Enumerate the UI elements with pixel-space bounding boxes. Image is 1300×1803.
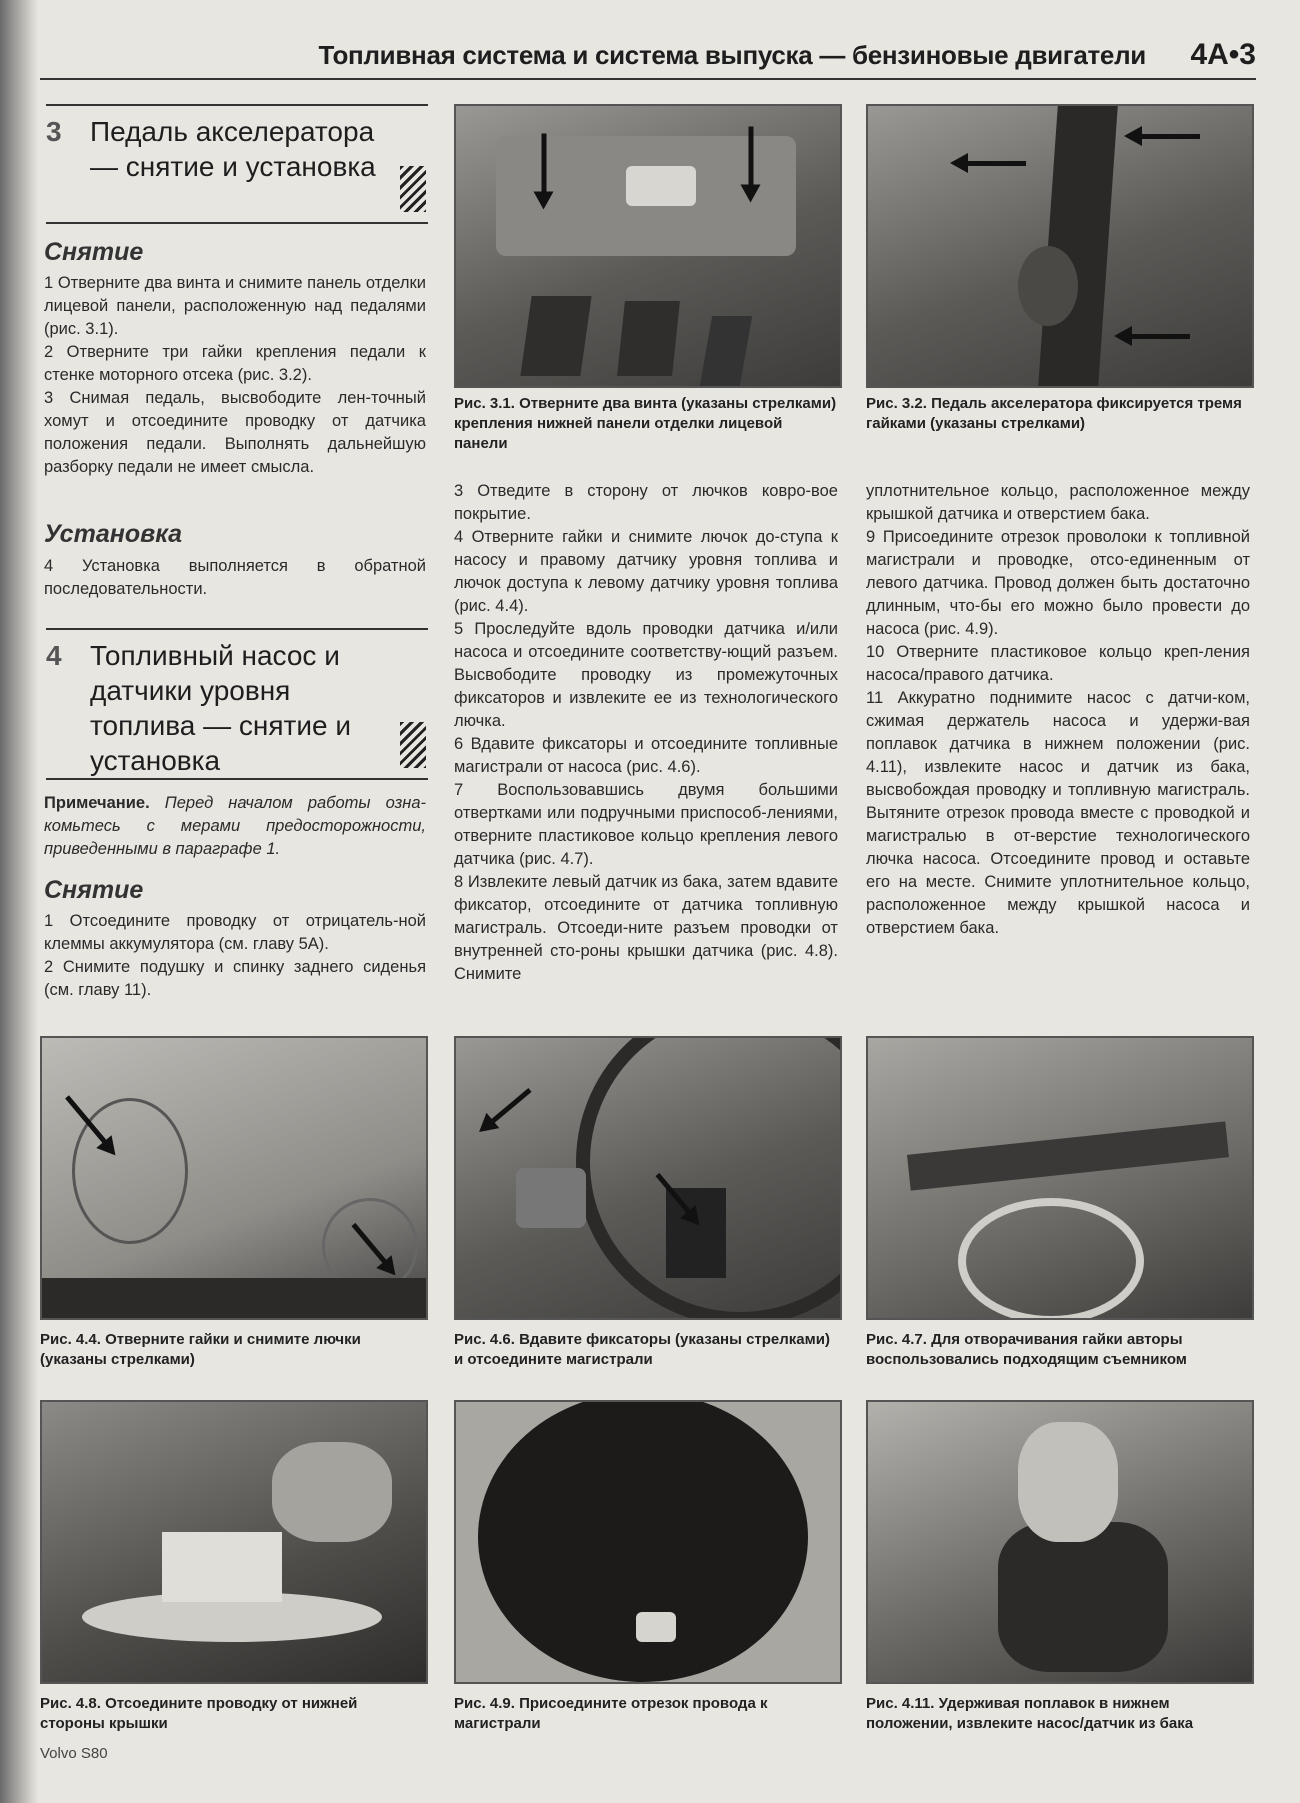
removal-tool bbox=[907, 1121, 1229, 1190]
paragraph: 7 Воспользовавшись двумя большими отвертками или подручными приспособ-лениями, отверните пластиковое кольцо крепления левого датчика (рис. 4.7). bbox=[454, 781, 838, 868]
page-footer: Volvo S80 bbox=[40, 1745, 108, 1762]
fuel-line-clip bbox=[666, 1188, 726, 1278]
spanner-difficulty-icon bbox=[400, 166, 426, 212]
arrow-icon bbox=[542, 134, 547, 204]
caption-fig-4-6: Рис. 4.6. Вдавите фиксаторы (указаны стрелками) и отсоедините магистрали bbox=[454, 1331, 830, 1368]
fuel-pump bbox=[998, 1522, 1168, 1672]
section-title: Топливный насос и датчики уровня топлива — снятие и установка bbox=[90, 640, 351, 776]
photo-fig-4-6 bbox=[454, 1036, 842, 1320]
divider bbox=[46, 222, 428, 224]
paragraph: 4 Установка выполняется в обратной последовательности. bbox=[44, 557, 426, 598]
note-text: Перед началом работы озна-комьтесь с мерами предосторожности, приведенными в параграфе 1. bbox=[44, 794, 426, 858]
caption-fig-3-2: Рис. 3.2. Педаль акселератора фиксируется тремя гайками (указаны стрелками) bbox=[866, 395, 1242, 432]
paragraph: 4 Отверните гайки и снимите лючок до-ступа к насосу и правому датчику уровня топлива и лючок доступа к левому датчику уровня топлива (рис. 4.4). bbox=[454, 528, 838, 615]
photo-fig-4-8 bbox=[40, 1400, 428, 1684]
carpet bbox=[42, 1278, 426, 1318]
caption-fig-4-9: Рис. 4.9. Присоедините отрезок провода к магистрали bbox=[454, 1695, 768, 1732]
caption-fig-4-8: Рис. 4.8. Отсоедините проводку от нижней стороны крышки bbox=[40, 1695, 358, 1732]
paragraph: 8 Извлеките левый датчик из бака, затем вдавите фиксатор, отсоедините от датчика топливную магистраль. Отсоеди-ните разъем проводки от внутренней сто-роны крышки датчика (рис. 4.8). Снимите bbox=[454, 873, 838, 983]
pedal bbox=[520, 296, 591, 376]
caption-fig-4-4: Рис. 4.4. Отверните гайки и снимите лючки (указаны стрелками) bbox=[40, 1331, 361, 1368]
plastic-ring bbox=[958, 1198, 1144, 1320]
hand bbox=[272, 1442, 392, 1542]
connector bbox=[162, 1532, 282, 1602]
connector bbox=[516, 1168, 586, 1228]
column-2-text bbox=[454, 480, 838, 986]
photo-fig-4-7 bbox=[866, 1036, 1254, 1320]
caption-fig-3-1: Рис. 3.1. Отверните два винта (указаны стрелками) крепления нижней панели отделки лицевой панели bbox=[454, 395, 837, 452]
paragraph: 1 Отсоедините проводку от отрицатель-ной клеммы аккумулятора (см. главу 5А). bbox=[44, 912, 426, 953]
section-title: Педаль акселератора — снятие и установка bbox=[90, 116, 376, 182]
wire-connector bbox=[636, 1612, 676, 1642]
subheading-removal: Снятие bbox=[44, 238, 144, 266]
note-label: Примечание. bbox=[44, 794, 150, 812]
paragraph: 3 Снимая педаль, высвободите лен-точный хомут и отсоедините проводку от датчика положения педали. Выполнять дальнейшую разборку педали не имеет смысла. bbox=[44, 389, 426, 476]
page-header bbox=[40, 38, 1256, 80]
subheading-removal: Снятие bbox=[44, 876, 144, 904]
paragraph: 11 Аккуратно поднимите насос с датчи-ком, сжимая держатель насоса и удержи-вая поплавок датчика в нижнем положении (рис. 4.11), извлеките насос и датчик из бака, высвобождая проводку и топливную магистраль. Вытяните отрезок провода вместе с проводкой и магистралью в от-верстие технологического лючка насоса. Отсоедините провод и оставьте его на месте. Снимите уплотнительное кольцо, расположенное между крышкой насоса и отверстием бака. bbox=[866, 689, 1250, 937]
section-3-install-text bbox=[44, 555, 426, 601]
section-4-heading bbox=[46, 628, 428, 780]
arrow-icon bbox=[482, 1088, 531, 1130]
paragraph: 6 Вдавите фиксаторы и отсоедините топливные магистрали от насоса (рис. 4.6). bbox=[454, 735, 838, 776]
caption-fig-4-7: Рис. 4.7. Для отворачивания гайки авторы воспользовались подходящим съемником bbox=[866, 1331, 1187, 1368]
pedal bbox=[617, 301, 680, 376]
accelerator-pedal bbox=[700, 316, 752, 386]
photo-fig-4-9 bbox=[454, 1400, 842, 1684]
section-number: 3 bbox=[46, 116, 62, 147]
paragraph: 10 Отверните пластиковое кольцо креп-ления насоса/правого датчика. bbox=[866, 643, 1250, 684]
section-3-heading bbox=[46, 104, 428, 224]
mechanism bbox=[1018, 246, 1078, 326]
section-number: 4 bbox=[46, 640, 62, 671]
divider bbox=[46, 778, 428, 780]
photo-fig-4-11 bbox=[866, 1400, 1254, 1684]
paragraph: уплотнительное кольцо, расположенное между крышкой датчика и отверстием бака. bbox=[866, 482, 1250, 523]
page-binding-shadow bbox=[0, 0, 38, 1803]
paragraph: 3 Отведите в сторону от лючков ковро-вое покрытие. bbox=[454, 482, 838, 523]
paragraph: 5 Проследуйте вдоль проводки датчика и/или насоса и отсоедините соответству-ющий разъем. Высвободите проводку из промежуточных фиксаторов и извлеките ее из технологического лючка. bbox=[454, 620, 838, 730]
spanner-difficulty-icon bbox=[400, 722, 426, 768]
arrow-icon bbox=[956, 161, 1026, 166]
note bbox=[44, 792, 426, 861]
header-title: Топливная система и система выпуска — бензиновые двигатели bbox=[318, 40, 1146, 70]
page-number: 4A•3 bbox=[1190, 38, 1256, 71]
paragraph: 9 Присоедините отрезок проволоки к топливной магистрали и проводке, отсо-единенным от левого датчика. Провод должен быть достаточно длинным, что-бы его можно было провести до насоса (рис. 4.9). bbox=[866, 528, 1250, 638]
section-3-removal-text bbox=[44, 272, 426, 479]
arrow-icon bbox=[1130, 134, 1200, 139]
caption-fig-4-11: Рис. 4.11. Удерживая поплавок в нижнем положении, извлеките насос/датчик из бака bbox=[866, 1695, 1194, 1732]
subheading-installation: Установка bbox=[44, 520, 183, 548]
column-3-text bbox=[866, 480, 1250, 940]
paragraph: 2 Отверните три гайки крепления педали к стенке моторного отсека (рис. 3.2). bbox=[44, 343, 426, 384]
arrow-icon bbox=[1120, 334, 1190, 339]
section-4-removal-text bbox=[44, 910, 426, 1002]
panel-light bbox=[626, 166, 696, 206]
paragraph: 2 Снимите подушку и спинку заднего сиденья (см. главу 11). bbox=[44, 958, 426, 999]
photo-fig-4-4 bbox=[40, 1036, 428, 1320]
photo-fig-3-2 bbox=[866, 104, 1254, 388]
photo-fig-3-1 bbox=[454, 104, 842, 388]
arrow-icon bbox=[749, 127, 754, 197]
hand bbox=[1018, 1422, 1118, 1542]
paragraph: 1 Отверните два винта и снимите панель отделки лицевой панели, расположенную над педалями (рис. 3.1). bbox=[44, 274, 426, 338]
